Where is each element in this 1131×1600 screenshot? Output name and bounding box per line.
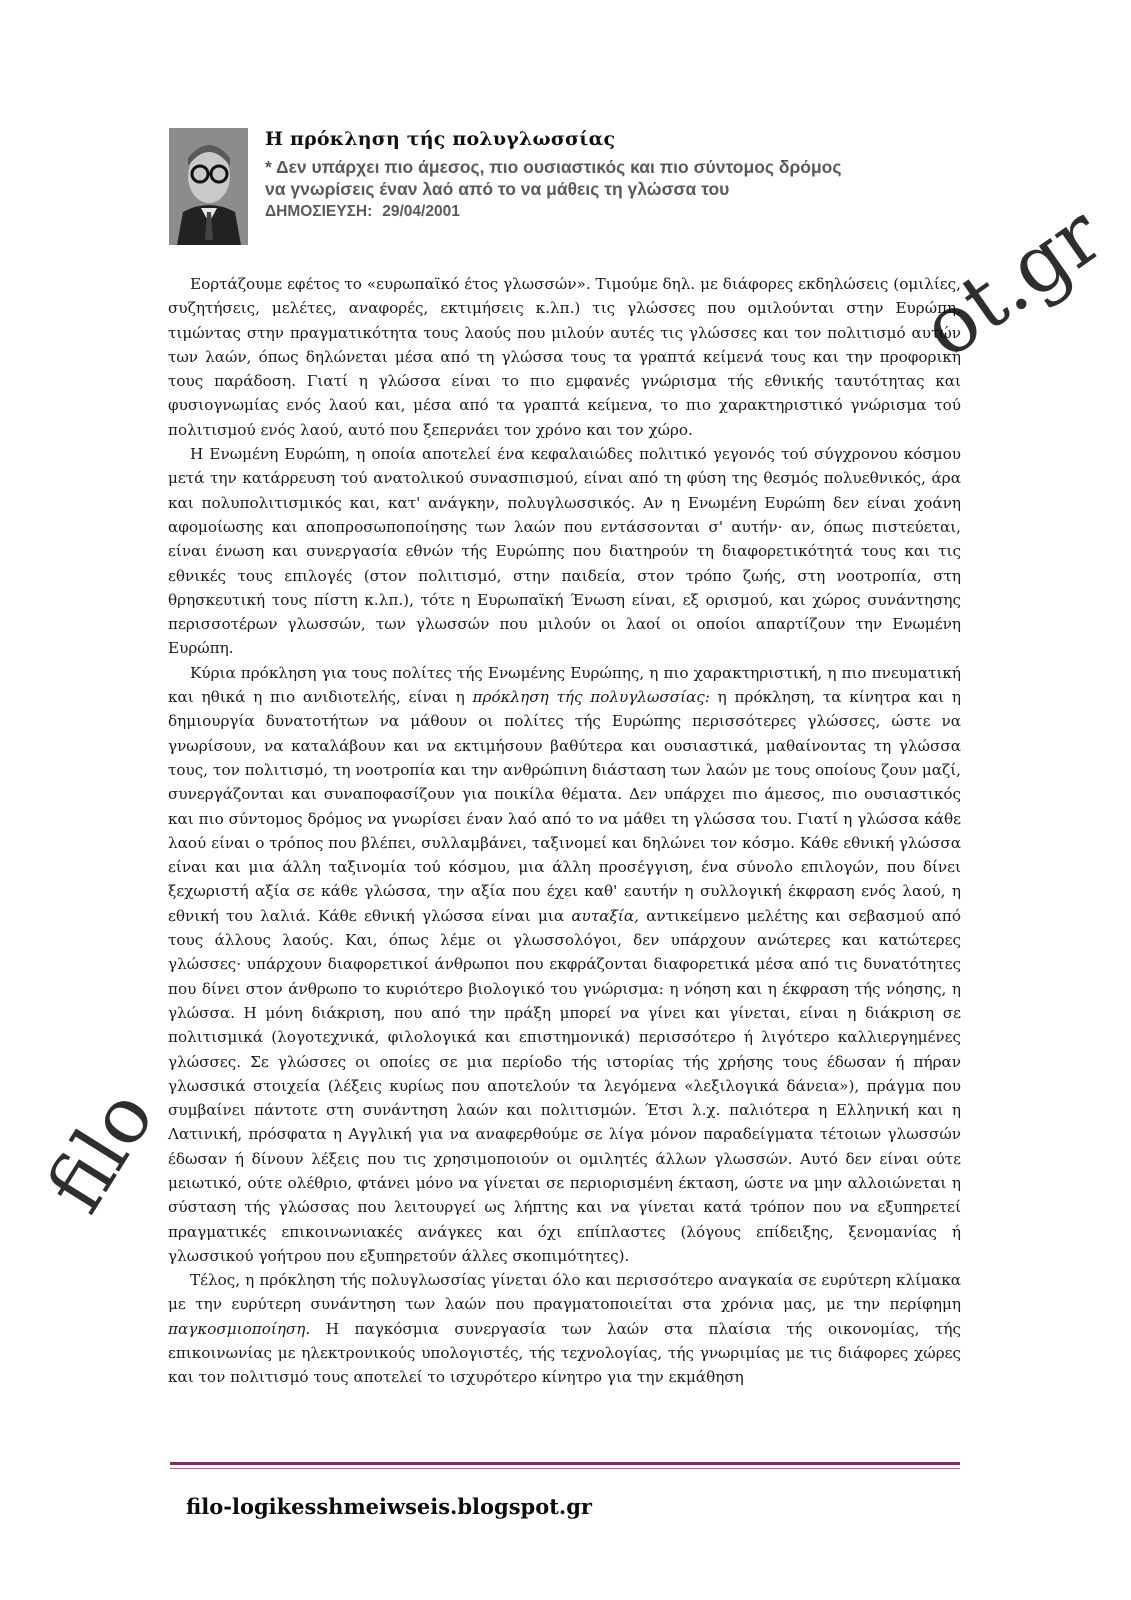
author-portrait-image xyxy=(169,128,248,245)
paragraph-3-part-c: αντικείμενο μελέτης και σεβασμού από τους άλλους λαούς. Και, όπως λέμε οι γλωσσολόγοι, δεν υπάρχουν ανώτερες και κατώτερες γλώσσες· υπάρχουν διαφορετικοί άνθρωποι που εκφράζονται διαφορετικά μέσα από τις δυνατότητες που δίνει στον άνθρωπο το κυριότερο βιολογικό του γνώρισμα: η νόηση και η έκφραση τής νόησης, η γλώσσα. Η μόνη διάκριση, που από την πράξη μπορεί να γίνει και γίνεται, είναι η διάκριση σε πολιτισμικά (λογοτεχνικά, φιλολογικά και επιστημονικά) περισσότερο ή λιγότερο καλλιεργημένες γλώσσες. Σε γλώσσες οι οποίες σε μια περίοδο τής ιστορίας τής χρήσης τους έδωσαν ή πήραν γλωσσικά στοιχεία (λέξεις κυρίως που αποτελούν τα λεγόμενα «λεξιλογικά δάνεια»), πράγμα που συμβαίνει πάντοτε στη συνάντηση λαών και πολιτισμών. Έτσι λ.χ. παλιότερα η Ελληνική και η Λατινική, πρόσφατα η Αγγλική για να αναφερθούμε σε λίγα μόνον παραδείγματα τέτοιων γλωσσών έδωσαν ή δίνουν λέξεις που τις χρησιμοποιούν οι ομιλητές άλλων γλωσσών. Αυτό δεν είναι ούτε μειωτικό, ούτε ολέθριο, φτάνει μόνο να γίνεται σε περιορισμένη έκταση, ώστε να μην αλλοιώνεται η σύσταση τής γλώσσας που λειτουργεί ως λήπτης και να γίνεται κατά τρόπον που να εξυπηρετεί πραγματικές επικοινωνιακές ανάγκες και όχι επίπλαστες (λόγους επίδειξης, ξενομανίας ή γλωσσικού γοήτρου που εξυπηρετούν άλλες σκοπιμότητες). xyxy=(168,906,961,1265)
article-title: Η πρόκληση τής πολυγλωσσίας xyxy=(265,128,616,150)
watermark-top-right: ot.gr xyxy=(905,188,1119,377)
article-subtitle-line1: * Δεν υπάρχει πιο άμεσος, πιο ουσιαστικός και πιο σύντομος δρόμος xyxy=(265,157,842,177)
footer-blog-url: filo-logikesshmeiwseis.blogspot.gr xyxy=(186,1494,592,1519)
paragraph-3-part-a: Κύρια πρόκληση για τους πολίτες τής Ενωμένης Ευρώπης, η πιο χαρακτηριστική, η πιο πνευματική και ηθικά η πιο ανιδιοτελής, είναι η xyxy=(168,663,961,707)
paragraph-3 xyxy=(168,661,961,1268)
paragraph-3-emphasis-2: αυταξία, xyxy=(571,906,639,925)
paragraph-2: Η Ενωμένη Ευρώπη, η οποία αποτελεί ένα κεφαλαιώδες πολιτικό γεγονός τού σύγχρονου κόσμου μετά την κατάρρευση τού ανατολικού συνασπισμού, είναι από τη φύση της θεσμός πολυεθνικός, άρα και πολυπολιτισμικός και, κατ' ανάγκην, πολυγλωσσικός. Αν η Ενωμένη Ευρώπη δεν είναι χοάνη αφομοίωσης και αποπροσωποποίησης των λαών που εντάσσονται σ' αυτήν· αν, όπως πιστεύεται, είναι ένωση και συνεργασία εθνών τής Ευρώπης που διατηρούν τη διαφορετικότητά τους και τις εθνικές τους επιλογές (στον πολιτισμό, στην παιδεία, στον τρόπο ζωής, στη νοοτροπία, στη θρησκευτική τους πίστη κ.λπ.), τότε η Ευρωπαϊκή Ένωση είναι, εξ ορισμού, και χώρος συνάντησης περισσοτέρων γλωσσών, των γλωσσών που μιλούν οι λαοί οι οποίοι απαρτίζουν την Ενωμένη Ευρώπη. xyxy=(168,445,961,658)
paragraph-4-part-b: Η παγκόσμια συνεργασία των λαών στα πλαίσια τής οικονομίας, τής επικοινωνίας με ηλεκτρονικούς υπολογιστές, τής τεχνολογίας, τής γνωριμίας με τις διάφορες χώρες και τον πολιτισμό τους αποτελεί το ισχυρότερο κίνητρο για την εκμάθηση xyxy=(168,1319,961,1387)
article-subtitle-line2: να γνωρίσεις έναν λαό από το να μάθεις τη γλώσσα του xyxy=(265,179,730,199)
article-body xyxy=(168,272,961,1390)
footer-divider-thin xyxy=(170,1468,960,1469)
article-header xyxy=(265,122,985,221)
paragraph-4-part-a: Τέλος, η πρόκληση τής πολυγλωσσίας γίνεται όλο και περισσότερο αναγκαία σε ευρύτερη κλίμακα με την ευρύτερη συνάντηση των λαών που πραγματοποιείται στα χρόνια μας, με την περίφημη xyxy=(168,1271,961,1314)
paragraph-3-emphasis-1: πρόκληση τής πολυγλωσσίας: xyxy=(472,688,710,707)
publication-date: 29/04/2001 xyxy=(382,203,460,220)
publication-info xyxy=(265,203,985,221)
paragraph-4-emphasis: παγκοσμιοποίηση. xyxy=(168,1319,311,1338)
paragraph-4 xyxy=(168,1268,961,1389)
author-photo xyxy=(169,128,248,245)
paragraph-1: Εορτάζουμε εφέτος το «ευρωπαϊκό έτος γλωσσών». Τιμούμε δηλ. με διάφορες εκδηλώσεις (ομιλίες, συζητήσεις, μελέτες, αναφορές, εκτιμήσεις κ.λπ.) τις γλώσσες που ομιλούνται στην Ευρώπη, τιμώντας στην πραγματικότητα τους λαούς που μιλούν αυτές τις γλώσσες και τον πολιτισμό αυτών των λαών, όπως δηλώνεται μέσα από τη γλώσσα τους τα γραπτά κείμενά τους και την προφορική τους παράδοση. Γιατί η γλώσσα είναι το πιο εμφανές γνώρισμα τής εθνικής ταυτότητας και φυσιογνωμίας ενός λαού και, μέσα από τα γραπτά κείμενα, το πιο χαρακτηριστικό γνώρισμα τού πολιτισμού ενός λαού, αυτό που ξεπερνάει τον χρόνο και τον χώρο. xyxy=(168,275,961,439)
watermark-bottom-left: filo xyxy=(30,1074,173,1228)
paragraph-3-part-b: η πρόκληση, τα κίνητρα και η δημιουργία δυνατοτήτων να μάθουν οι πολίτες τής Ευρώπης περισσότερες γλώσσες, ώστε να γνωρίσουν, να καταλάβουν και να εκτιμήσουν βαθύτερα και ουσιαστικά, μαθαίνοντας τη γλώσσα τους, τον πολιτισμό, τη νοοτροπία και την ανθρώπινη διάσταση των λαών με τους οποίους ζουν μαζί, συνεργάζονται και συναποφασίζουν για ποικίλα θέματα. Δεν υπάρχει πιο άμεσος, πιο ουσιαστικός και πιο σύντομος δρόμος να γνωρίσει έναν λαό από το να μάθει τη γλώσσα του. Γιατί η γλώσσα κάθε λαού είναι ο τρόπος που βλέπει, συλλαμβάνει, ταξινομεί και δηλώνει τον κόσμο. Κάθε εθνική γλώσσα είναι και μια άλλη ταξινομία τού κόσμου, μια άλλη προσέγγιση, ένα σύνολο επιλογών, που δίνει ξεχωριστή αξία σε κάθε γλώσσα, την αξία που έχει καθ' εαυτήν η συλλογική έκφραση ενός λαού, η εθνική του λαλιά. Κάθε εθνική γλώσσα είναι μια xyxy=(168,688,961,925)
publication-label: ΔΗΜΟΣΙΕΥΣΗ: xyxy=(265,203,373,220)
footer-divider-thick xyxy=(170,1462,960,1465)
